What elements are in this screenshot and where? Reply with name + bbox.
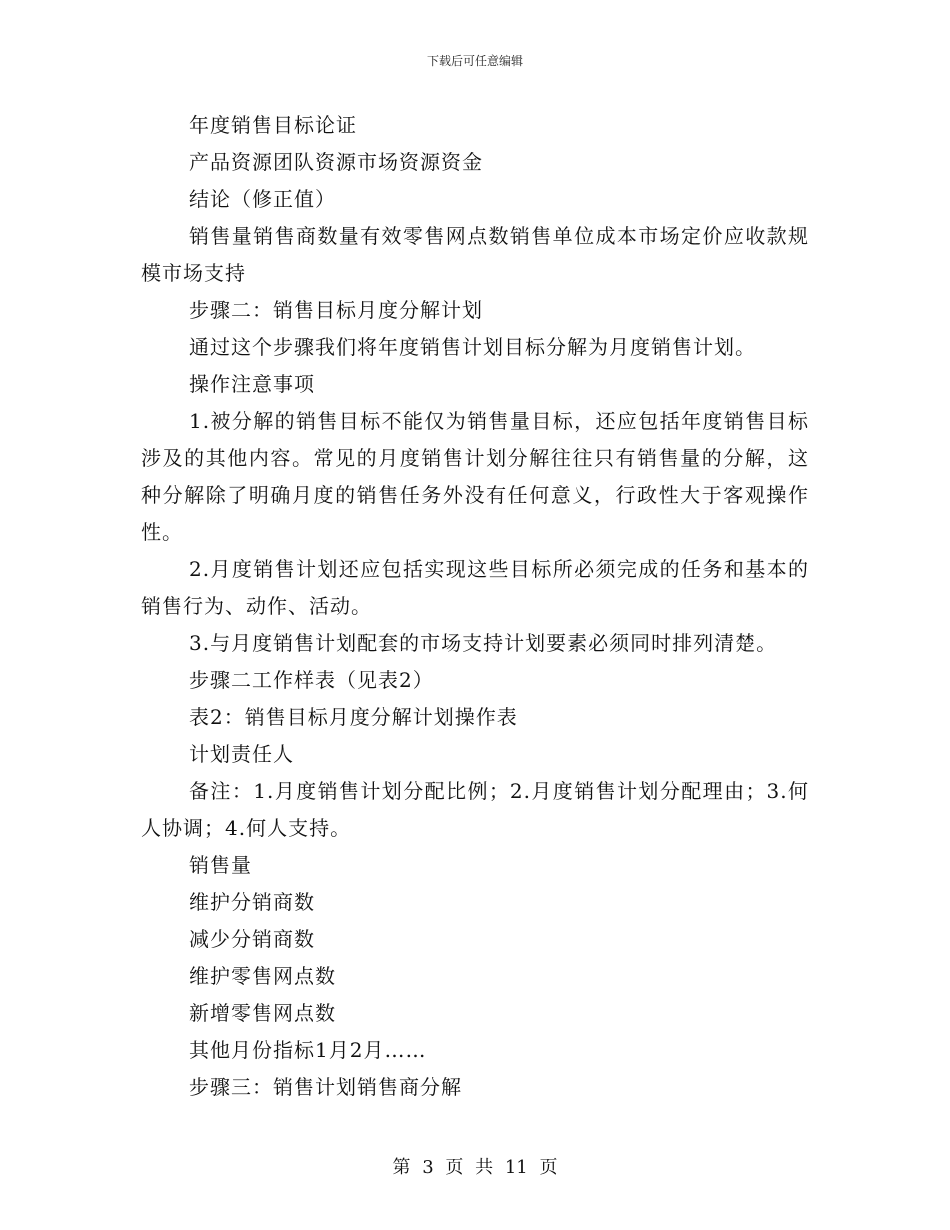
paragraph: 通过这个步骤我们将年度销售计划目标分解为月度销售计划。: [189, 335, 756, 359]
page-footer: 第 3 页 共 11 页: [392, 1157, 558, 1178]
paragraph: 新增零售网点数: [189, 1001, 336, 1025]
section-heading: 步骤三：销售计划销售商分解: [189, 1075, 462, 1099]
paragraph: 其他月份指标1月2月……: [189, 1038, 427, 1062]
paragraph: 计划责任人: [189, 742, 294, 766]
subheading: 操作注意事项: [189, 372, 315, 396]
paragraph: 年度销售目标论证: [189, 113, 357, 137]
table-caption: 表2：销售目标月度分解计划操作表: [189, 705, 518, 729]
section-heading: 步骤二：销售目标月度分解计划: [189, 298, 483, 322]
numbered-paragraph: 2.月度销售计划还应包括实现这些目标所必须完成的任务和基本的销售行为、动作、活动。: [141, 557, 809, 618]
paragraph: 产品资源团队资源市场资源资金: [189, 150, 483, 174]
paragraph: 销售量: [189, 853, 252, 877]
numbered-paragraph: 3.与月度销售计划配套的市场支持计划要素必须同时排列清楚。: [189, 631, 778, 655]
paragraph: 销售量销售商数量有效零售网点数销售单位成本市场定价应收款规模市场支持: [141, 224, 809, 285]
numbered-paragraph: 1.被分解的销售目标不能仅为销售量目标，还应包括年度销售目标涉及的其他内容。常见的月度销售计划分解往往只有销售量的分解，这种分解除了明确月度的销售任务外没有任何意义，行政性大于客观操作性。: [141, 409, 809, 544]
page-header: 下载后可任意编辑: [426, 54, 523, 68]
paragraph: 结论（修正值）: [189, 187, 336, 211]
note-paragraph: 备注：1.月度销售计划分配比例；2.月度销售计划分配理由；3.何人协调；4.何人支持。: [141, 779, 809, 840]
document-body: [141, 107, 809, 1106]
paragraph: 维护分销商数: [189, 890, 315, 914]
paragraph: 步骤二工作样表（见表2）: [189, 668, 434, 692]
paragraph: 维护零售网点数: [189, 964, 336, 988]
paragraph: 减少分销商数: [189, 927, 315, 951]
